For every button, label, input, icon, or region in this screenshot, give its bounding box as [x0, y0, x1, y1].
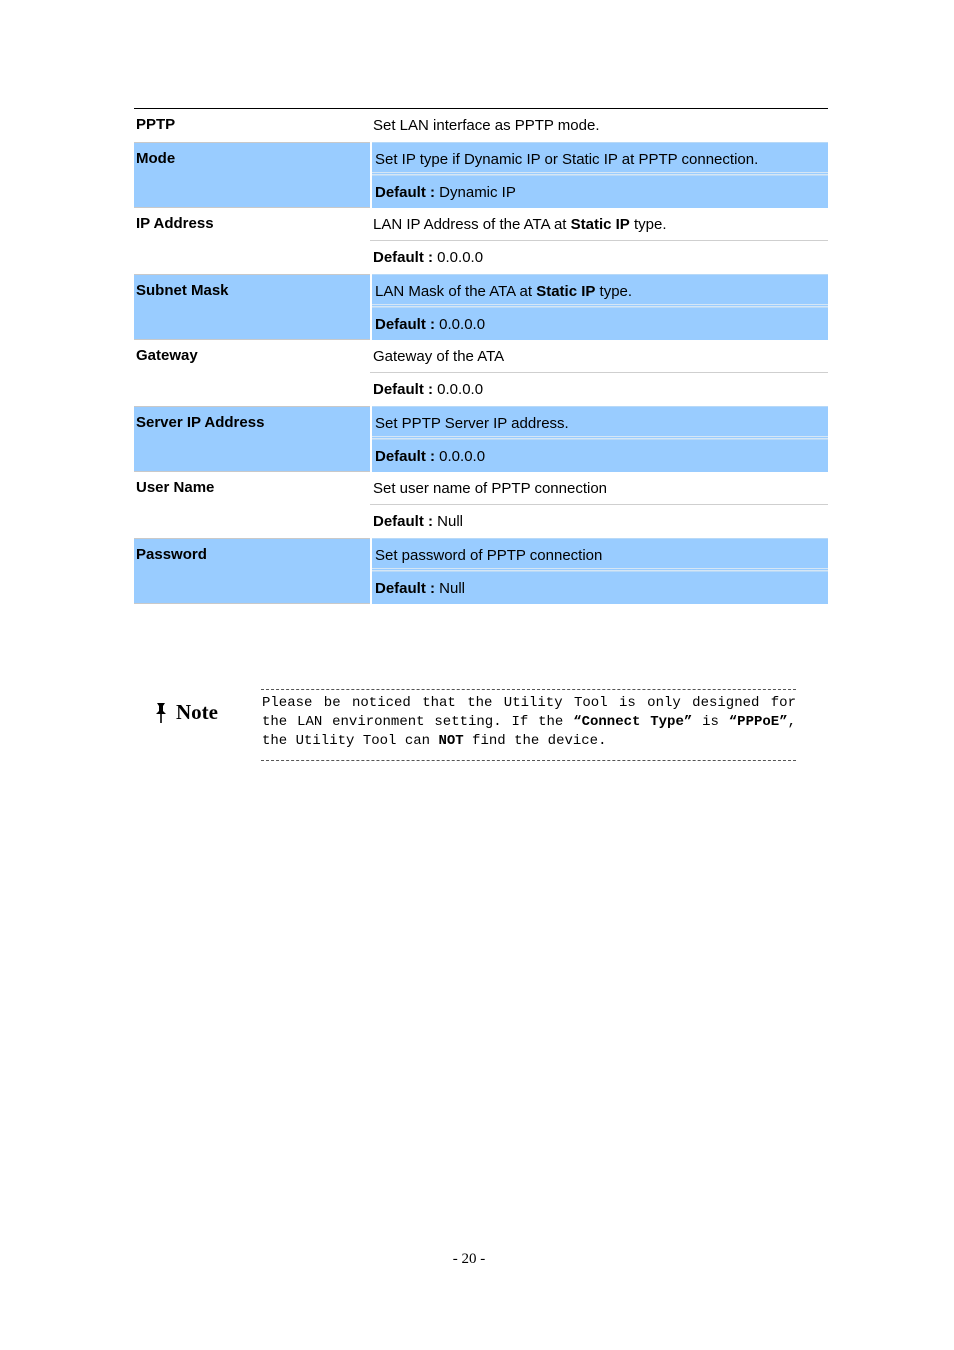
param-name: Subnet Mask [134, 274, 370, 340]
note-heading [154, 700, 218, 725]
param-description: Set PPTP Server IP address. [372, 406, 828, 439]
param-default [370, 373, 828, 406]
param-name: Mode [134, 142, 370, 208]
param-description: Set user name of PPTP connection [370, 472, 828, 505]
note-text: Please be noticed that the Utility Tool is only designed for the LAN environment setting. If the “Connect Type” is “PPPoE”, the Utility Tool can NOT find the device. [261, 689, 796, 761]
table-row-password [134, 538, 828, 604]
table-row-subnet-mask [134, 274, 828, 340]
param-description: Set password of PPTP connection [372, 538, 828, 571]
parameter-table [134, 108, 828, 604]
param-default [372, 571, 828, 604]
page-number: - 20 - [452, 1251, 486, 1267]
table-row-gateway [134, 340, 828, 406]
param-description: LAN IP Address of the ATA at Static IP type. [370, 208, 828, 241]
param-name: Gateway [134, 340, 370, 406]
table-row-ip-address [134, 208, 828, 274]
param-name: IP Address [134, 208, 370, 274]
default-value: Dynamic IP [439, 184, 516, 201]
param-name: Server IP Address [134, 406, 370, 472]
default-label: Default : [373, 249, 438, 266]
default-label: Default : [375, 580, 440, 597]
param-name: Password [134, 538, 370, 604]
param-name: PPTP [134, 109, 370, 142]
default-label: Default : [375, 316, 440, 333]
param-description: Set IP type if Dynamic IP or Static IP at PPTP connection. [372, 142, 828, 175]
default-label: Default : [373, 381, 438, 398]
default-label: Default : [375, 448, 440, 465]
default-value: 0.0.0.0 [439, 448, 486, 465]
table-row-server-ip-address [134, 406, 828, 472]
default-label: Default : [375, 184, 440, 201]
default-value: Null [439, 580, 466, 597]
param-default [372, 175, 828, 208]
note-title: Note [176, 700, 218, 724]
param-description: Gateway of the ATA [370, 340, 828, 373]
param-description: Set LAN interface as PPTP mode. [370, 109, 828, 142]
default-value: 0.0.0.0 [439, 316, 486, 333]
default-value: 0.0.0.0 [437, 249, 484, 266]
param-default [372, 307, 828, 340]
table-row-pptp [134, 109, 828, 142]
pushpin-icon [154, 702, 168, 724]
param-name: User Name [134, 472, 370, 538]
param-description: LAN Mask of the ATA at Static IP type. [372, 274, 828, 307]
param-default [372, 439, 828, 472]
table-row-user-name [134, 472, 828, 538]
param-default [370, 505, 828, 538]
default-value: Null [437, 513, 464, 530]
table-row-mode [134, 142, 828, 208]
default-value: 0.0.0.0 [437, 381, 484, 398]
default-label: Default : [373, 513, 438, 530]
param-default [370, 241, 828, 274]
